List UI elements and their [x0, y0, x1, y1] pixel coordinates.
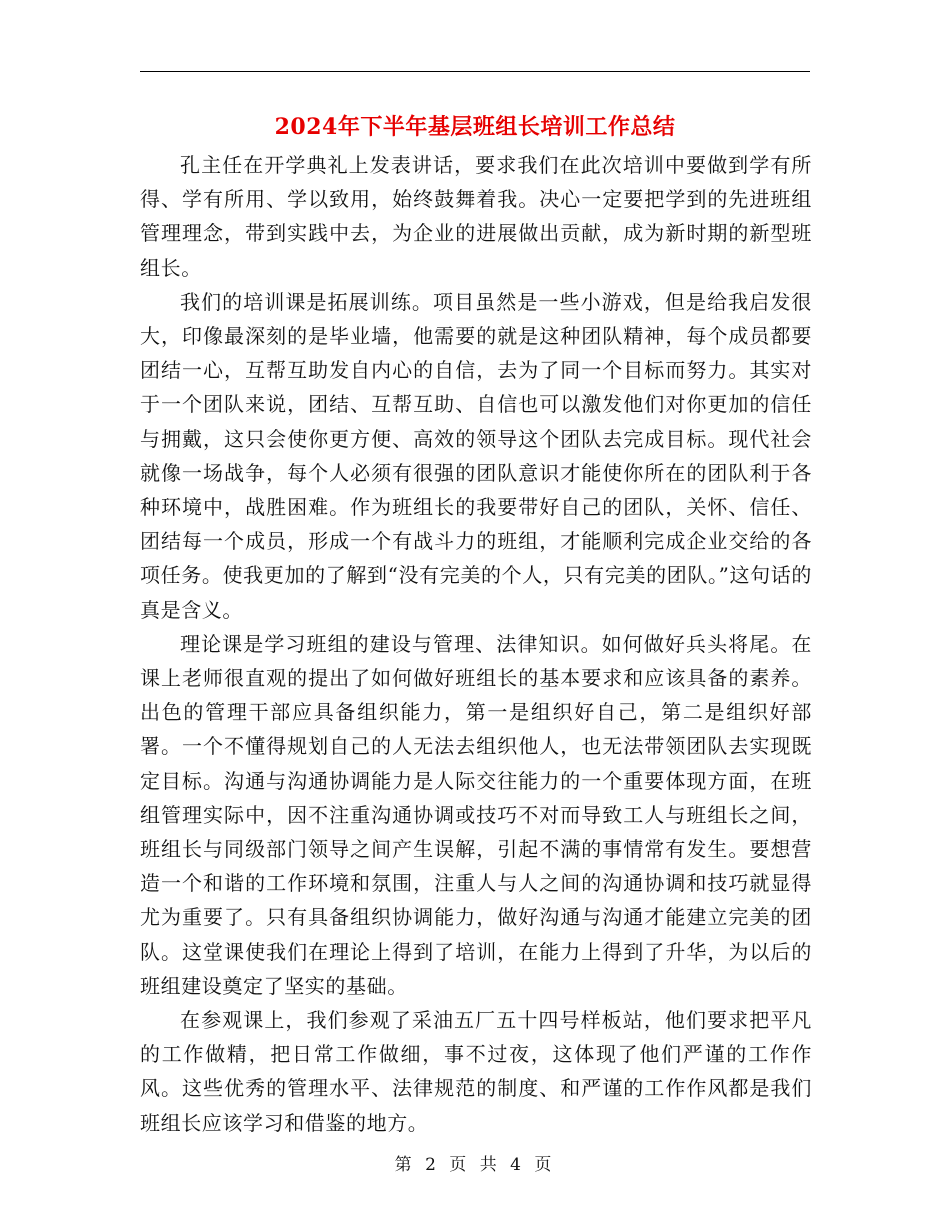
paragraph-3: 理论课是学习班组的建设与管理、法律知识。如何做好兵头将尾。在课上老师很直观的提出了如何做好班组长的基本要求和应该具备的素养。出色的管理干部应具备组织能力，第一是组织好自己，第二是组织好部署。一个不懂得规划自己的人无法去组织他人，也无法带领团队去实现既定目标。沟通与沟通协调能力是人际交往能力的一个重要体现方面，在班组管理实际中，因不注重沟通协调或技巧不对而导致工人与班组长之间，班组长与同级部门领导之间产生误解，引起不满的事情常有发生。要想营造一个和谐的工作环境和氛围，注重人与人之间的沟通协调和技巧就显得尤为重要了。只有具备组织协调能力，做好沟通与沟通才能建立完美的团队。这堂课使我们在理论上得到了培训，在能力上得到了升华，为以后的班组建设奠定了坚实的基础。: [140, 631, 812, 998]
paragraph-4: 在参观课上，我们参观了采油五厂五十四号样板站，他们要求把平凡的工作做精，把日常工作做细，事不过夜，这体现了他们严谨的工作作风。这些优秀的管理水平、法律规范的制度、和严谨的工作作风都是我们班组长应该学习和借鉴的地方。: [140, 1008, 812, 1135]
header-rule: [140, 71, 810, 72]
paragraph-2: 我们的培训课是拓展训练。项目虽然是一些小游戏，但是给我启发很大，印像最深刻的是毕业墙，他需要的就是这种团队精神，每个成员都要团结一心，互帮互助发自内心的自信，去为了同一个目标而努力。其实对于一个团队来说，团结、互帮互助、自信也可以激发他们对你更加的信任与拥戴，这只会使你更方便、高效的领导这个团队去完成目标。现代社会就像一场战争，每个人必须有很强的团队意识才能使你所在的团队利于各种环境中，战胜困难。作为班组长的我要带好自己的团队，关怀、信任、团结每一个成员，形成一个有战斗力的班组，才能顺利完成企业交给的各项任务。使我更加的了解到“没有完美的个人，只有完美的团队。”这句话的真是含义。: [140, 289, 812, 622]
document-title: 2024年下半年基层班组长培训工作总结: [274, 114, 676, 140]
document-body: [140, 148, 812, 1140]
paragraph-1: 孔主任在开学典礼上发表讲话，要求我们在此次培训中要做到学有所得、学有所用、学以致用，始终鼓舞着我。决心一定要把学到的先进班组管理理念，带到实践中去，为企业的进展做出贡献，成为新时期的新型班组长。: [140, 153, 812, 280]
page-number-footer: 第 2 页 共 4 页: [394, 1155, 556, 1175]
